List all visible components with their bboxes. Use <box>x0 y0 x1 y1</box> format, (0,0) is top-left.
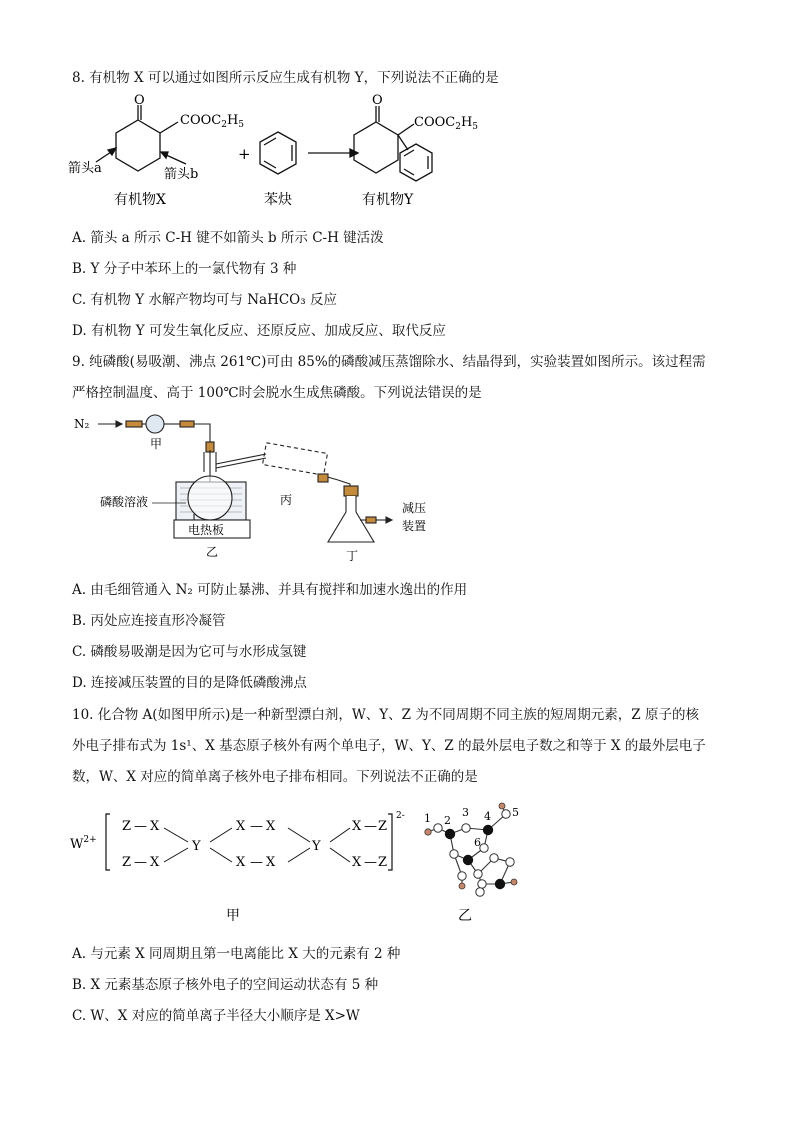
solution-label: 磷酸溶液 <box>100 495 149 509</box>
plus-sign: + <box>238 145 251 163</box>
round-flask <box>188 476 232 520</box>
yi-label: 乙 <box>206 545 219 559</box>
q8-stem: 8. 有机物 X 可以通过如图所示反应生成有机物 Y，下列说法不正确的是 <box>72 70 499 86</box>
svg-text:—: — <box>364 855 377 870</box>
y-oxygen: O <box>372 93 383 108</box>
svg-text:X: X <box>236 855 246 870</box>
atom-num-6: 6 <box>474 836 481 849</box>
q10-option-a: A. 与元素 X 同周期且第一电离能比 X 大的元素有 2 种 <box>72 946 401 962</box>
q10-stem-line2: 外电子排布式为 1s¹、X 基态原子核外有两个单电子，W、Y、Z 的最外层电子数之和等于 X 的最外层电子 <box>72 738 706 754</box>
y-atom-1: Y <box>192 839 201 854</box>
svg-text:—: — <box>134 819 147 834</box>
arrow-b-label: 箭头b <box>164 167 199 182</box>
w-ion: $W^{2+}$ <box>70 835 97 852</box>
y-ester: $COOC_2H_5$ <box>414 115 479 132</box>
q8-reaction-figure <box>68 92 508 212</box>
svg-text:—: — <box>364 819 377 834</box>
n2-label: N₂ <box>74 417 90 431</box>
svg-text:X: X <box>266 819 276 834</box>
q9-option-c: C. 磷酸易吸潮是因为它可与水形成氢键 <box>72 644 307 660</box>
anion-charge: 2- <box>396 811 405 821</box>
q9-option-a: A. 由毛细管通入 N₂ 可防止暴沸、并具有搅拌和加速水逸出的作用 <box>72 582 468 598</box>
x-ester: $COOC_2H_5$ <box>180 113 245 130</box>
svg-text:X: X <box>236 819 246 834</box>
ding-label: 丁 <box>346 549 359 563</box>
bing-label: 丙 <box>280 493 293 507</box>
jia-caption: 甲 <box>226 908 240 924</box>
svg-text:—: — <box>250 819 263 834</box>
q9-apparatus-figure <box>70 410 440 568</box>
x-oxygen: O <box>134 93 145 108</box>
q10-stem-line1: 10. 化合物 A(如图甲所示)是一种新型漂白剂，W、Y、Z 为不同周期不同主族的短周期元素，Z 原子的核 <box>72 707 699 723</box>
q10-option-b: B. X 元素基态原子核外电子的空间运动状态有 5 种 <box>72 977 379 993</box>
vacuum-label-2: 装置 <box>402 519 427 533</box>
atom-num-5: 5 <box>512 806 519 819</box>
drying-bulb-jia <box>146 415 164 433</box>
capillary-stopper <box>126 421 142 427</box>
vacuum-label-1: 减压 <box>402 501 427 515</box>
q8-option-a: A. 箭头 a 所示 C-H 键不如箭头 b 所示 C-H 键活泼 <box>72 230 384 246</box>
benzyne-label: 苯炔 <box>264 192 292 208</box>
q9-stem-line1: 9. 纯磷酸(易吸潮、沸点 261℃)可由 85%的磷酸减压蒸馏除水、结晶得到，实验装置如图所示。该过程需 <box>72 354 706 370</box>
x-atom: X <box>150 819 160 834</box>
q9-stem-line2: 严格控制温度、高于 100℃时会脱水生成焦磷酸。下列说法错误的是 <box>72 385 482 401</box>
hot-plate-label: 电热板 <box>188 523 225 537</box>
condenser-bing <box>263 443 328 475</box>
q9-option-b: B. 丙处应连接直形冷凝管 <box>72 613 226 629</box>
svg-text:X: X <box>352 819 362 834</box>
z-atom: Z <box>122 819 132 834</box>
y-ring <box>354 122 398 173</box>
q10-structure-jia <box>70 800 420 928</box>
arrow-a-label: 箭头a <box>68 161 102 176</box>
q10-stem-line3: 数，W、X 对应的简单离子核外电子排布相同。下列说法不正确的是 <box>72 769 478 785</box>
benzyne-ring <box>260 132 296 174</box>
svg-text:Z: Z <box>122 855 132 870</box>
q8-option-c: C. 有机物 Y 水解产物均可与 NaHCO₃ 反应 <box>72 292 337 308</box>
yi-caption: 乙 <box>458 908 472 924</box>
svg-text:Z: Z <box>378 819 388 834</box>
atom-num-4: 4 <box>484 810 491 823</box>
jia-label: 甲 <box>150 437 163 451</box>
svg-text:—: — <box>250 855 263 870</box>
q9-option-d: D. 连接减压装置的目的是降低磷酸沸点 <box>72 675 307 691</box>
svg-text:X: X <box>352 855 362 870</box>
atom-num-3: 3 <box>462 806 469 819</box>
q10-option-c: C. W、X 对应的简单离子半径大小顺序是 X>W <box>72 1008 360 1024</box>
q10-model-yi <box>418 800 538 928</box>
svg-text:X: X <box>150 855 160 870</box>
atom-num-2: 2 <box>444 814 451 827</box>
q8-option-b: B. Y 分子中苯环上的一氯代物有 3 种 <box>72 261 297 277</box>
y-label: 有机物Y <box>362 192 414 208</box>
y-atom-2: Y <box>312 839 321 854</box>
atom-num-1: 1 <box>424 812 431 825</box>
x-ring <box>116 120 160 171</box>
svg-text:Z: Z <box>378 855 388 870</box>
svg-text:X: X <box>266 855 276 870</box>
svg-text:—: — <box>134 855 147 870</box>
q8-option-d: D. 有机物 Y 可发生氧化反应、还原反应、加成反应、取代反应 <box>72 323 446 339</box>
y-phenyl <box>400 144 432 181</box>
x-label: 有机物X <box>114 192 166 208</box>
